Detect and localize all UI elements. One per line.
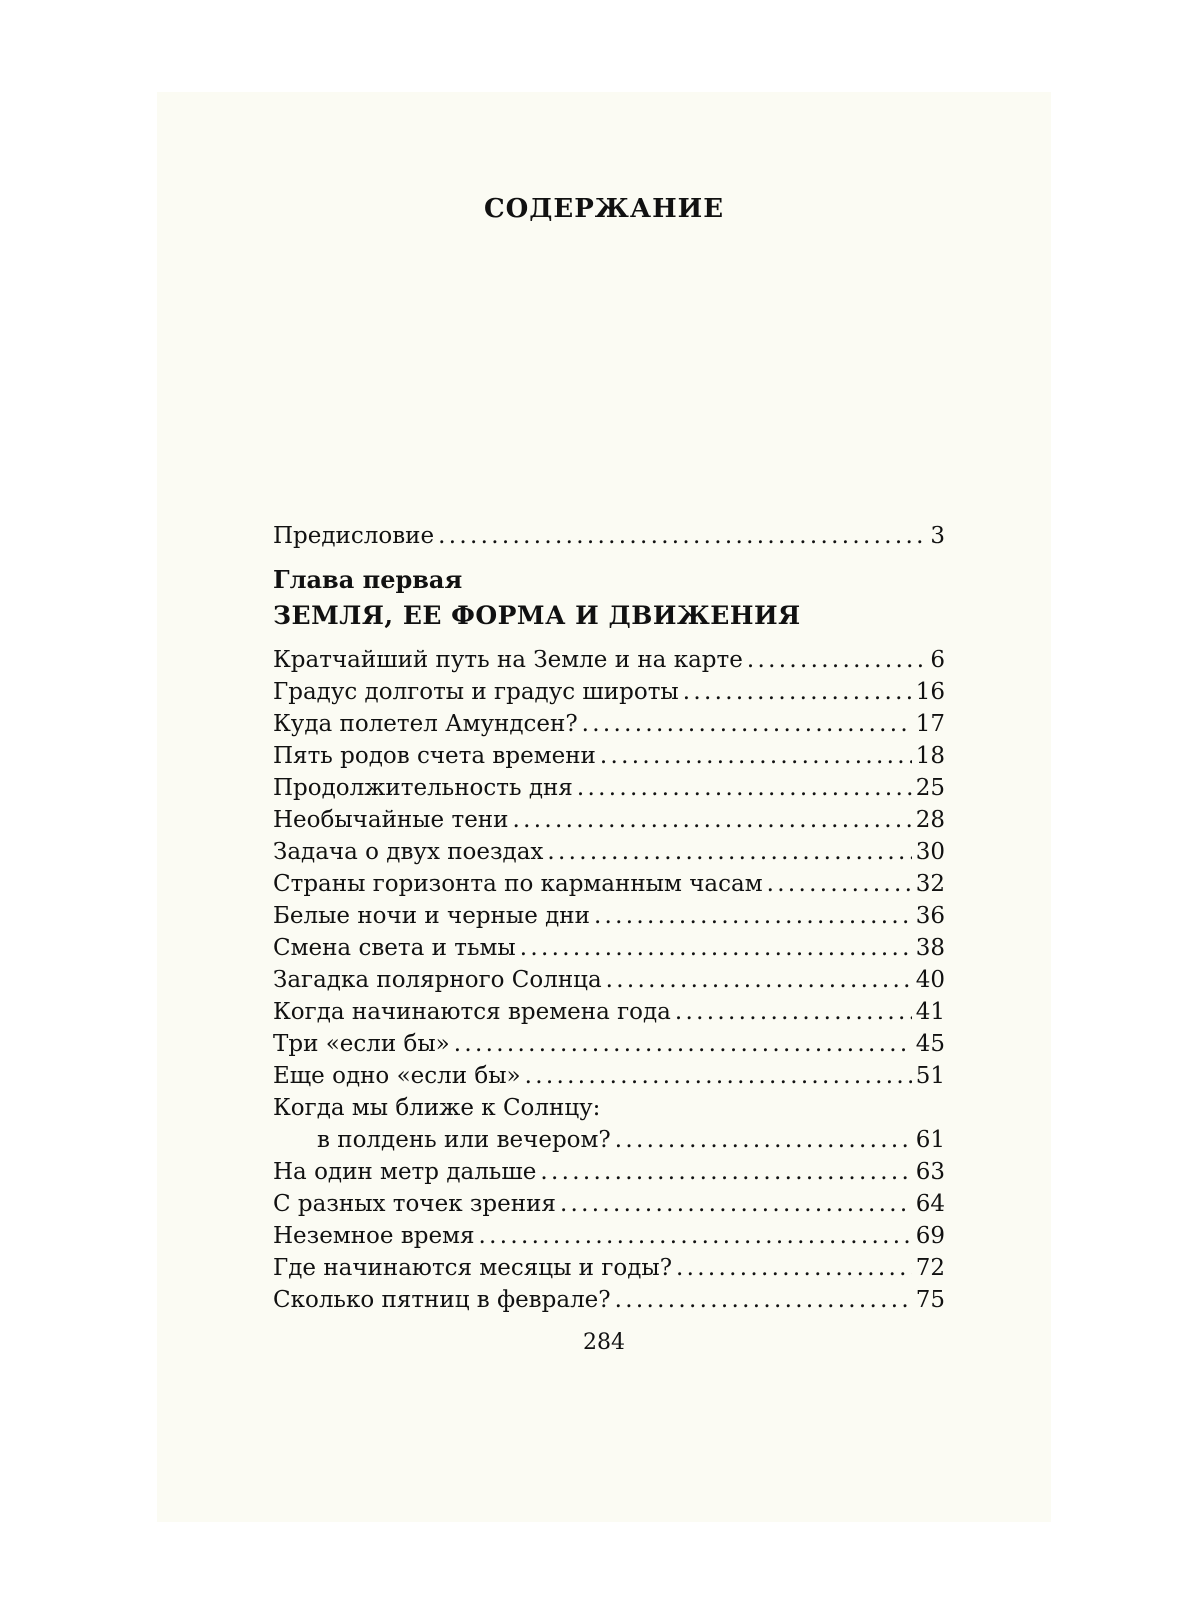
dot-leader	[767, 868, 912, 900]
toc-entry-label-continued: в полдень или вечером?	[317, 1127, 611, 1153]
toc-entry-label: Предисловие	[273, 523, 435, 549]
dot-leader	[479, 1220, 912, 1252]
toc-entry-page: 28	[915, 807, 945, 833]
toc-entry	[273, 1028, 945, 1060]
toc-entry-label: Градус долготы и градус широты	[273, 679, 679, 705]
toc-entry	[273, 964, 945, 996]
dot-leader	[747, 644, 927, 676]
dot-leader	[577, 772, 912, 804]
toc-entry-label: Задача о двух поездах	[273, 839, 544, 865]
page-number: 284	[583, 1330, 625, 1355]
dot-leader	[606, 964, 912, 996]
dot-leader	[512, 804, 911, 836]
dot-leader	[438, 520, 926, 552]
toc-entry-page: 72	[915, 1255, 945, 1281]
toc-entry	[273, 836, 945, 868]
toc-entry-preface	[273, 520, 945, 552]
toc-entry-label: Продолжительность дня	[273, 775, 573, 801]
toc-entry-page: 6	[930, 647, 945, 673]
toc-entry	[273, 868, 945, 900]
dot-leader	[683, 676, 912, 708]
toc-entry	[273, 1156, 945, 1188]
toc-entry-page: 63	[915, 1159, 945, 1185]
toc-entry-page: 61	[915, 1127, 945, 1153]
dot-leader	[560, 1188, 912, 1220]
toc-entry-label: Еще одно «если бы»	[273, 1063, 521, 1089]
dot-leader	[600, 740, 912, 772]
toc-entry	[273, 996, 945, 1028]
toc-entry-page: 25	[915, 775, 945, 801]
toc-entry-label: Кратчайший путь на Земле и на карте	[273, 647, 743, 673]
toc-entry-label: Когда мы ближе к Солнцу:	[273, 1095, 601, 1121]
toc-entry-label: На один метр дальше	[273, 1159, 537, 1185]
toc-entry-label: Страны горизонта по карманным часам	[273, 871, 763, 897]
toc-entry-label: Смена света и тьмы	[273, 935, 516, 961]
page-title: СОДЕРЖАНИЕ	[483, 194, 725, 224]
toc-entry	[273, 1060, 945, 1092]
toc-entry-page: 3	[930, 523, 945, 549]
toc-entry-page: 41	[915, 999, 945, 1025]
toc-entry-label: Когда начинаются времена года	[273, 999, 671, 1025]
chapter-kicker: Глава первая	[273, 565, 463, 594]
toc-entry	[273, 1252, 945, 1284]
toc-entry-page: 17	[915, 711, 945, 737]
dot-leader	[520, 932, 912, 964]
toc-entry-page: 64	[915, 1191, 945, 1217]
toc-entry	[273, 1188, 945, 1220]
toc-entry	[273, 708, 945, 740]
toc-entry-label: Сколько пятниц в феврале?	[273, 1287, 611, 1313]
dot-leader	[540, 1156, 911, 1188]
dot-leader	[547, 836, 911, 868]
toc-entry-label: С разных точек зрения	[273, 1191, 556, 1217]
toc-entry	[273, 1284, 945, 1316]
toc-entry	[273, 1220, 945, 1252]
dot-leader	[454, 1028, 912, 1060]
toc-entry-continuation	[273, 1124, 945, 1156]
dot-leader	[582, 708, 912, 740]
toc-entry	[273, 804, 945, 836]
toc-entry-page: 69	[915, 1223, 945, 1249]
toc-entry-label: Пять родов счета времени	[273, 743, 596, 769]
toc-entry	[273, 740, 945, 772]
toc-entry-label: Неземное время	[273, 1223, 475, 1249]
dot-leader	[676, 1252, 912, 1284]
toc-entry	[273, 900, 945, 932]
toc-entry-page: 45	[915, 1031, 945, 1057]
toc-entry	[273, 644, 945, 676]
toc-entry-page: 38	[915, 935, 945, 961]
toc-entry-first-line	[273, 1092, 945, 1124]
toc-entry-page: 18	[915, 743, 945, 769]
chapter-title: ЗЕМЛЯ, ЕЕ ФОРМА И ДВИЖЕНИЯ	[273, 601, 801, 630]
toc-entry-page: 16	[915, 679, 945, 705]
toc-entry-label: Где начинаются месяцы и годы?	[273, 1255, 673, 1281]
toc-entry-label: Необычайные тени	[273, 807, 509, 833]
dot-leader	[594, 900, 912, 932]
dot-leader	[675, 996, 912, 1028]
toc-entry-page: 40	[915, 967, 945, 993]
toc-entry-page: 30	[915, 839, 945, 865]
toc-entry-page: 32	[915, 871, 945, 897]
dot-leader	[525, 1060, 912, 1092]
toc-entry-page: 36	[915, 903, 945, 929]
toc-entry-label: Белые ночи и черные дни	[273, 903, 590, 929]
toc-entry-label: Три «если бы»	[273, 1031, 450, 1057]
dot-leader	[615, 1284, 912, 1316]
toc-entry-label: Загадка полярного Солнца	[273, 967, 602, 993]
toc-entry-page: 75	[915, 1287, 945, 1313]
toc-entry	[273, 676, 945, 708]
toc-entry-label: Куда полетел Амундсен?	[273, 711, 578, 737]
toc-entry	[273, 932, 945, 964]
dot-leader	[615, 1124, 912, 1156]
toc-entry	[273, 772, 945, 804]
table-of-contents	[273, 520, 945, 1316]
book-page	[157, 92, 1051, 1522]
toc-entry-page: 51	[915, 1063, 945, 1089]
